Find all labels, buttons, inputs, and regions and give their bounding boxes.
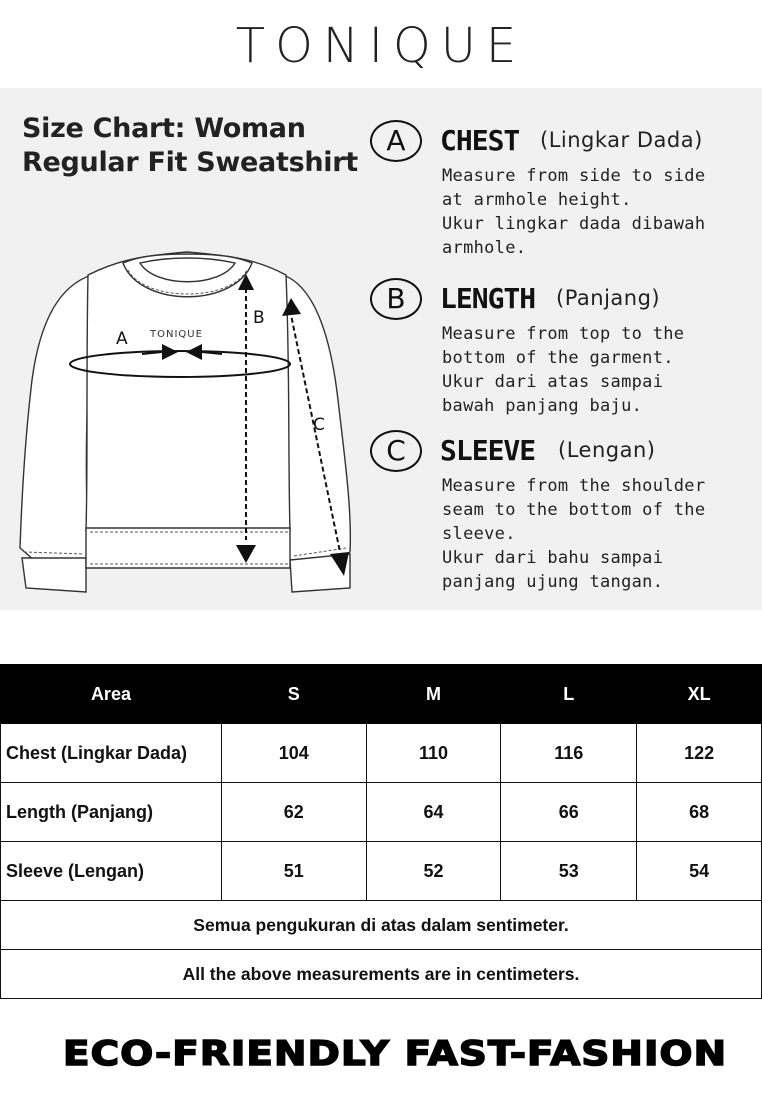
table-note-en: All the above measurements are in centimeters. — [1, 950, 762, 999]
measure-description: Measure from the shoulder seam to the bottom of the sleeve. Ukur dari bahu sampai panjang ujung tangan. — [442, 476, 706, 592]
table-cell-area: Chest (Lingkar Dada) — [1, 724, 222, 783]
table-cell: 104 — [221, 724, 366, 783]
header-size-m: M — [366, 665, 501, 724]
measure-letter-badge: C — [370, 430, 422, 472]
table-cell: 68 — [637, 783, 762, 842]
measure-sleeve — [368, 430, 760, 594]
measure-title: CHEST — [440, 124, 520, 157]
measure-letter-badge: B — [370, 278, 422, 320]
measure-description: Measure from top to the bottom of the garment. Ukur dari atas sampai bawah panjang baju. — [442, 324, 685, 416]
measure-title: LENGTH — [440, 282, 536, 315]
measure-letter-badge: A — [370, 120, 422, 162]
table-cell-area: Sleeve (Lengan) — [1, 842, 222, 901]
chest-marker: A — [116, 329, 128, 349]
header-size-s: S — [221, 665, 366, 724]
table-cell-area: Length (Panjang) — [1, 783, 222, 842]
table-cell: 66 — [501, 783, 637, 842]
header-area: Area — [1, 665, 222, 724]
brand-logo: TONIQUE — [235, 18, 527, 74]
table-cell: 51 — [221, 842, 366, 901]
table-cell: 54 — [637, 842, 762, 901]
measure-description: Measure from side to side at armhole height. Ukur lingkar dada dibawah armhole. — [442, 166, 706, 258]
measure-subtitle: (Lengan) — [558, 438, 656, 462]
table-cell: 110 — [366, 724, 501, 783]
sleeve-marker: C — [313, 415, 325, 435]
header-size-l: L — [501, 665, 637, 724]
table-note-row — [1, 950, 762, 999]
measure-subtitle: (Panjang) — [556, 286, 661, 310]
length-marker: B — [253, 308, 265, 328]
measure-length — [368, 278, 760, 418]
footer-tagline: ECO-FRIENDLY FAST-FASHION — [63, 1034, 728, 1074]
table-cell: 122 — [637, 724, 762, 783]
table-cell: 52 — [366, 842, 501, 901]
measure-title: SLEEVE — [440, 434, 536, 467]
measure-subtitle: (Lingkar Dada) — [540, 128, 703, 152]
table-cell: 116 — [501, 724, 637, 783]
table-cell: 62 — [221, 783, 366, 842]
table-note-id: Semua pengukuran di atas dalam sentimeter. — [1, 901, 762, 950]
table-row — [1, 724, 762, 783]
table-cell: 64 — [366, 783, 501, 842]
table-row — [1, 783, 762, 842]
table-row — [1, 842, 762, 901]
table-note-row — [1, 901, 762, 950]
size-table — [0, 664, 762, 999]
measure-chest — [368, 120, 760, 260]
sweatshirt-illustration — [0, 230, 365, 600]
chart-title: Size Chart: Woman Regular Fit Sweatshirt — [22, 113, 358, 178]
table-header-row — [1, 665, 762, 724]
header-size-xl: XL — [637, 665, 762, 724]
chest-logo: TONIQUE — [150, 329, 203, 340]
table-cell: 53 — [501, 842, 637, 901]
